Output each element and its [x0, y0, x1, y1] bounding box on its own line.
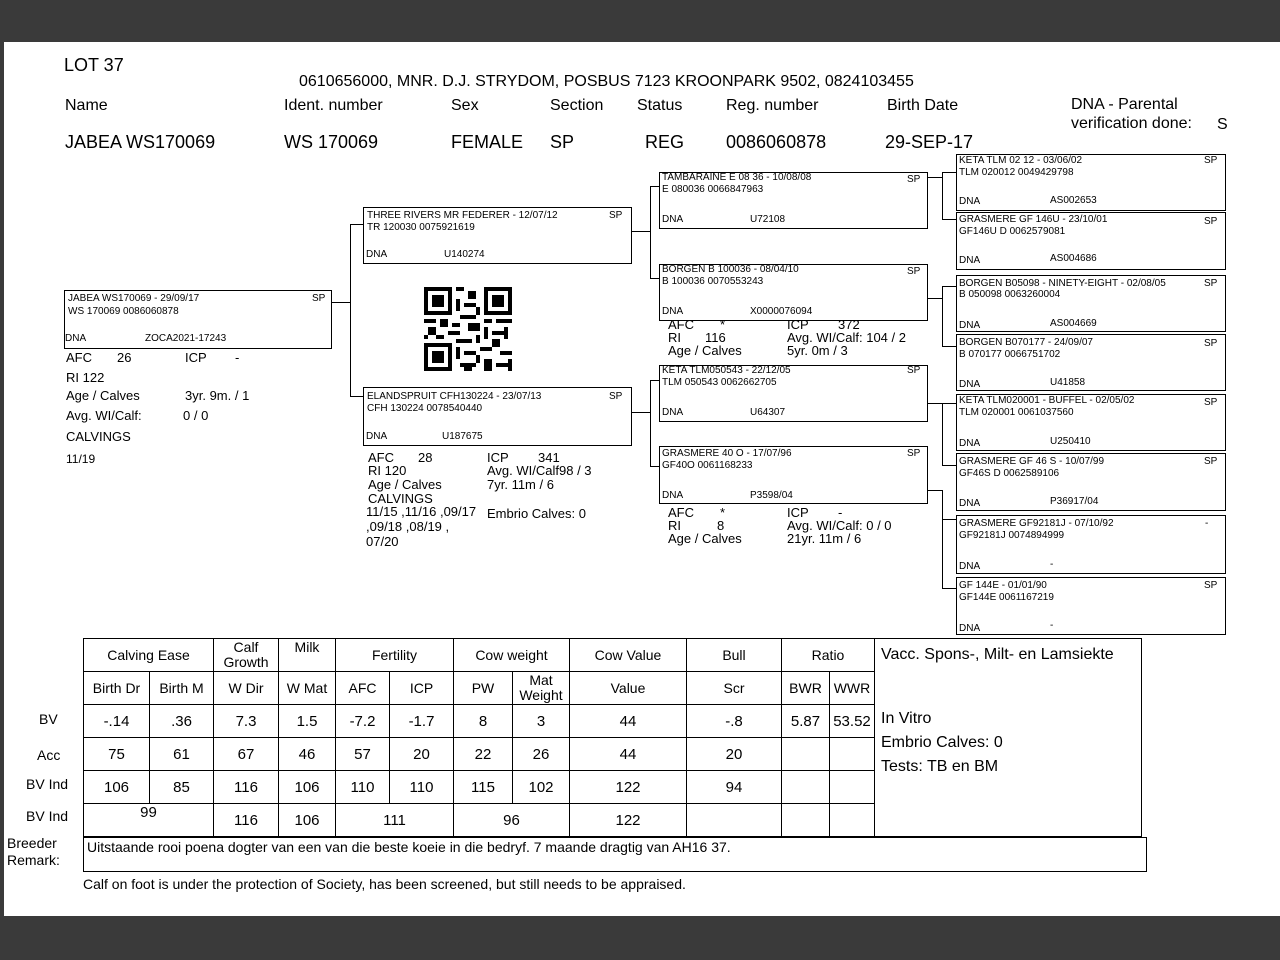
- subject-dna-code: ZOCA2021-17243: [145, 333, 227, 344]
- sub-pw: PW: [454, 672, 513, 705]
- bv-cell: 1.5: [279, 705, 336, 738]
- subject-ids: WS 170069 0086060878: [68, 306, 179, 317]
- dam-ri: RI 120: [368, 463, 407, 478]
- subject-afc-label: AFC: [66, 350, 92, 365]
- row-label-acc: Acc: [37, 747, 61, 763]
- subject-box: [64, 290, 332, 349]
- ggp6-dna-code: P36917/04: [1050, 496, 1099, 507]
- gp2-dna-code: X0000076094: [750, 306, 813, 317]
- bvind-cell: 85: [150, 771, 214, 804]
- ggp1-dna-code: AS002653: [1050, 195, 1097, 206]
- ggp7-dna-code: -: [1050, 559, 1054, 570]
- connector: [350, 224, 351, 396]
- gp1-sp: SP: [907, 174, 921, 185]
- bv-table: [83, 638, 1142, 837]
- header-dna-1: DNA - Parental: [1071, 96, 1178, 113]
- dam-calvings-3: 07/20: [366, 534, 399, 549]
- bvind-cell: 116: [214, 771, 279, 804]
- footnote: Calf on foot is under the protection of Society, has been screened, but still needs to be appraised.: [83, 876, 686, 892]
- dam-sp: SP: [609, 391, 623, 402]
- connector: [650, 380, 651, 466]
- sub-scr: Scr: [687, 672, 782, 705]
- subject-sp: SP: [312, 293, 326, 304]
- great-grandparent-box-6: [956, 453, 1226, 511]
- dam-age: 7yr. 11m / 6: [487, 477, 554, 492]
- connector: [927, 298, 943, 299]
- subject-wi-label: Avg. WI/Calf:: [66, 408, 142, 423]
- sire-dna-code: U140274: [444, 249, 485, 260]
- gp3-dna-code: U64307: [750, 407, 786, 418]
- bv-cell: .36: [150, 705, 214, 738]
- subject-ri: RI 122: [66, 370, 105, 385]
- group-cow-value: Cow Value: [570, 639, 687, 672]
- dam-calvings-1: 11/15 ,11/16 ,09/17: [366, 504, 477, 519]
- subject-calvings: 11/19: [66, 452, 96, 466]
- gp2-ids: B 100036 0070553243: [662, 276, 764, 287]
- subject-dna-label: DNA: [65, 333, 87, 344]
- sire-dna-label: DNA: [366, 249, 388, 260]
- acc-cell: 46: [279, 738, 336, 771]
- gp1-dna-label: DNA: [662, 214, 684, 225]
- connector: [650, 186, 651, 278]
- owner-info: 0610656000, MNR. D.J. STRYDOM, POSBUS 7123 KROONPARK 9502, 0824103455: [299, 73, 914, 90]
- bv-cell: 7.3: [214, 705, 279, 738]
- acc-cell: 26: [513, 738, 570, 771]
- qr-code: [424, 287, 512, 371]
- bvind-cell: [782, 771, 830, 804]
- gp4-icp: -: [838, 505, 843, 520]
- connector: [942, 490, 943, 588]
- ggp6-dna-label: DNA: [959, 498, 981, 509]
- bvind-cell: 122: [570, 771, 687, 804]
- header-ident: Ident. number: [284, 97, 383, 114]
- gp4-dna-code: P3598/04: [750, 490, 793, 501]
- connector: [942, 219, 956, 220]
- animal-section: SP: [550, 132, 575, 152]
- dam-dna-code: U187675: [442, 431, 483, 442]
- grandparent-box-2: [659, 264, 928, 321]
- gp3-dna-label: DNA: [662, 407, 684, 418]
- acc-cell: 20: [687, 738, 782, 771]
- sub-birth-dr: Birth Dr: [84, 672, 150, 705]
- bvind-cell: 106: [279, 771, 336, 804]
- ggp2-ids: GF146U D 0062579081: [959, 226, 1066, 237]
- bvind2-cell: [782, 804, 830, 837]
- gp2-icp: 372: [838, 317, 860, 332]
- subject-age: 3yr. 9m. / 1: [185, 388, 250, 403]
- dam-box: [363, 387, 632, 446]
- connector: [650, 380, 659, 381]
- group-milk: Milk: [279, 639, 336, 672]
- pedigree-page: [4, 42, 1280, 916]
- gp3-title: KETA TLM050543 - 22/12/05: [662, 365, 791, 376]
- ggp3-title: BORGEN B05098 - NINETY-EIGHT - 02/08/05: [959, 278, 1166, 289]
- bvind2-cell: [830, 804, 875, 837]
- dam-title: ELANDSPRUIT CFH130224 - 23/07/13: [367, 391, 542, 402]
- sub-w-dir: W Dir: [214, 672, 279, 705]
- gp4-age: 21yr. 11m / 6: [787, 531, 862, 546]
- bv-cell: -.8: [687, 705, 782, 738]
- dam-wi: Avg. WI/Calf98 / 3: [487, 463, 592, 478]
- gp2-age-label: Age / Calves: [668, 343, 742, 358]
- bvind-cell: 115: [454, 771, 513, 804]
- animal-sex: FEMALE: [451, 132, 524, 152]
- connector: [942, 286, 956, 287]
- dam-calvings-2: ,09/18 ,08/19 ,: [366, 519, 450, 534]
- ggp1-title: KETA TLM 02 12 - 03/06/02: [959, 155, 1083, 166]
- ggp8-sp: SP: [1204, 580, 1218, 591]
- animal-name: JABEA WS170069: [65, 132, 216, 152]
- group-calf-growth: Calf Growth: [214, 639, 279, 672]
- ggp8-dna-label: DNA: [959, 623, 981, 634]
- ggp5-dna-label: DNA: [959, 438, 981, 449]
- ggp2-title: GRASMERE GF 146U - 23/10/01: [959, 214, 1108, 225]
- header-reg: Reg. number: [726, 97, 819, 114]
- remark-box: [83, 837, 1147, 872]
- bvind2-cell: 106: [279, 804, 336, 837]
- sub-icp: ICP: [390, 672, 454, 705]
- ggp4-dna-label: DNA: [959, 379, 981, 390]
- gp2-age: 5yr. 0m / 3: [787, 343, 848, 358]
- acc-cell: 20: [390, 738, 454, 771]
- header-sex: Sex: [451, 97, 479, 114]
- row-label-bv: BV: [39, 711, 58, 727]
- connector: [942, 403, 956, 404]
- header-dna-2: verification done:: [1071, 115, 1192, 132]
- connector: [942, 519, 956, 520]
- connector: [650, 278, 659, 279]
- sub-mat-weight: Mat Weight: [513, 672, 570, 705]
- gp4-dna-label: DNA: [662, 490, 684, 501]
- side-embrio: Embrio Calves: 0: [881, 734, 1003, 751]
- grandparent-box-3: [659, 365, 928, 422]
- dam-dna-label: DNA: [366, 431, 388, 442]
- ggp7-ids: GF92181J 0074894999: [959, 530, 1065, 541]
- dam-embrio: Embrio Calves: 0: [487, 506, 586, 521]
- connector: [942, 172, 943, 219]
- acc-cell: 57: [336, 738, 390, 771]
- acc-cell: [782, 738, 830, 771]
- connector: [927, 177, 943, 178]
- bvind2-cell: 116: [214, 804, 279, 837]
- great-grandparent-box-8: [956, 577, 1226, 635]
- dam-afc: 28: [418, 450, 433, 465]
- connector: [331, 302, 351, 303]
- ggp4-title: BORGEN B070177 - 24/09/07: [959, 337, 1093, 348]
- bvind2-cell: 96: [454, 804, 570, 837]
- animal-dna-verified: S: [1217, 116, 1228, 133]
- animal-birth: 29-SEP-17: [885, 132, 974, 152]
- animal-ident: WS 170069: [284, 132, 379, 152]
- bvind2-cell: 122: [570, 804, 687, 837]
- ggp2-dna-label: DNA: [959, 255, 981, 266]
- subject-age-label: Age / Calves: [66, 388, 140, 403]
- sub-wwr: WWR: [830, 672, 875, 705]
- bv-cell: 3: [513, 705, 570, 738]
- ggp8-ids: GF144E 0061167219: [959, 592, 1054, 603]
- gp3-sp: SP: [907, 365, 921, 376]
- header-section: Section: [550, 97, 604, 114]
- gp4-age-label: Age / Calves: [668, 531, 742, 546]
- bv-cell: 5.87: [782, 705, 830, 738]
- gp4-title: GRASMERE 40 O - 17/07/96: [662, 448, 792, 459]
- breeder-remark: Uitstaande rooi poena dogter van een van die beste koeie in die bedryf. 7 maande dragtig van AH16 37.: [87, 839, 731, 855]
- gp2-wi: Avg. WI/Calf: 104 / 2: [787, 330, 906, 345]
- animal-reg: 0086060878: [726, 132, 827, 152]
- ggp1-dna-label: DNA: [959, 196, 981, 207]
- ggp4-dna-code: U41858: [1050, 377, 1086, 388]
- bvind2-cell: [687, 804, 782, 837]
- gp4-sp: SP: [907, 448, 921, 459]
- connector: [927, 403, 943, 404]
- acc-cell: 22: [454, 738, 513, 771]
- connector: [942, 403, 943, 465]
- ggp5-title: KETA TLM020001 - BUFFEL - 02/05/02: [959, 395, 1135, 406]
- sub-bwr: BWR: [782, 672, 830, 705]
- bvind-cell: 94: [687, 771, 782, 804]
- gp4-ri: RI: [668, 518, 681, 533]
- gp2-dna-label: DNA: [662, 306, 684, 317]
- connector: [350, 224, 363, 225]
- ggp8-title: GF 144E - 01/01/90: [959, 580, 1047, 591]
- gp2-afc: *: [720, 317, 726, 332]
- connector: [927, 490, 943, 491]
- header-status: Status: [637, 97, 683, 114]
- bv-cell: -1.7: [390, 705, 454, 738]
- bvind-cell: 102: [513, 771, 570, 804]
- ggp6-ids: GF46S D 0062589106: [959, 468, 1060, 479]
- ggp5-ids: TLM 020001 0061037560: [959, 407, 1074, 418]
- gp1-ids: E 080036 0066847963: [662, 184, 764, 195]
- connector: [631, 412, 651, 413]
- row-label-bvind-2: BV Ind: [26, 808, 69, 824]
- dam-afc-label: AFC: [368, 450, 394, 465]
- bvind2-cell: 99: [84, 804, 214, 837]
- ggp4-ids: B 070177 0066751702: [959, 349, 1061, 360]
- sub-value: Value: [570, 672, 687, 705]
- bvind-cell: 110: [336, 771, 390, 804]
- ggp3-dna-code: AS004669: [1050, 318, 1097, 329]
- connector: [650, 186, 659, 187]
- gp4-afc-label: AFC: [668, 505, 694, 520]
- ggp5-sp: SP: [1204, 397, 1218, 408]
- subject-icp: -: [235, 350, 240, 365]
- gp2-ri-value: 116: [705, 330, 726, 345]
- acc-cell: 44: [570, 738, 687, 771]
- ggp7-sp: -: [1205, 518, 1209, 529]
- bvind-cell: 106: [84, 771, 150, 804]
- sub-w-mat: W Mat: [279, 672, 336, 705]
- ggp3-dna-label: DNA: [959, 320, 981, 331]
- subject-afc: 26: [117, 350, 132, 365]
- connector: [942, 286, 943, 346]
- dam-icp: 341: [538, 450, 560, 465]
- ggp2-dna-code: AS004686: [1050, 253, 1097, 264]
- gp1-dna-code: U72108: [750, 214, 786, 225]
- group-calving-ease: Calving Ease: [84, 639, 214, 672]
- ggp7-dna-label: DNA: [959, 561, 981, 572]
- great-grandparent-box-3: [956, 275, 1226, 332]
- bvind-cell: [830, 771, 875, 804]
- remark-label: Remark:: [7, 852, 60, 868]
- connector: [942, 588, 956, 589]
- great-grandparent-box-4: [956, 334, 1226, 391]
- sire-box: [363, 207, 632, 264]
- gp2-icp-label: ICP: [787, 317, 809, 332]
- connector: [942, 172, 956, 173]
- header-birth: Birth Date: [887, 97, 959, 114]
- ggp8-dna-code: -: [1050, 620, 1054, 631]
- acc-cell: 67: [214, 738, 279, 771]
- grandparent-box-4: [659, 446, 928, 504]
- side-panel: [875, 639, 1142, 837]
- sub-birth-m: Birth M: [150, 672, 214, 705]
- bvind-cell: 110: [390, 771, 454, 804]
- great-grandparent-box-7: [956, 515, 1226, 574]
- ggp4-sp: SP: [1204, 338, 1218, 349]
- gp4-wi: Avg. WI/Calf: 0 / 0: [787, 518, 892, 533]
- great-grandparent-box-1: [956, 154, 1226, 211]
- gp4-icp-label: ICP: [787, 505, 809, 520]
- acc-cell: 75: [84, 738, 150, 771]
- group-ratio: Ratio: [782, 639, 875, 672]
- bv-cell: -7.2: [336, 705, 390, 738]
- sire-ids: TR 120030 0075921619: [367, 222, 475, 233]
- ggp3-sp: SP: [1204, 278, 1218, 289]
- dam-ids: CFH 130224 0078540440: [367, 403, 483, 414]
- connector: [631, 231, 651, 232]
- dam-icp-label: ICP: [487, 450, 509, 465]
- subject-calvings-label: CALVINGS: [66, 429, 131, 444]
- group-cow-weight: Cow weight: [454, 639, 570, 672]
- gp3-ids: TLM 050543 0062662705: [662, 377, 777, 388]
- gp2-sp: SP: [907, 266, 921, 277]
- sub-afc: AFC: [336, 672, 390, 705]
- sire-title: THREE RIVERS MR FEDERER - 12/07/12: [367, 210, 558, 221]
- gp1-title: TAMBARAINE E 08 36 - 10/08/08: [662, 172, 812, 183]
- ggp6-title: GRASMERE GF 46 S - 10/07/99: [959, 456, 1105, 467]
- bv-cell: 53.52: [830, 705, 875, 738]
- connector: [942, 465, 956, 466]
- connector: [942, 346, 956, 347]
- ggp3-ids: B 050098 0063260004: [959, 289, 1061, 300]
- header-name: Name: [65, 97, 108, 114]
- gp4-ri-value: 8: [717, 518, 725, 533]
- gp4-afc: *: [720, 505, 726, 520]
- acc-cell: 61: [150, 738, 214, 771]
- lot-number: LOT 37: [64, 55, 124, 75]
- ggp2-sp: SP: [1204, 216, 1218, 227]
- connector: [350, 396, 363, 397]
- gp2-ri: RI: [668, 330, 681, 345]
- ggp1-sp: SP: [1204, 155, 1218, 166]
- gp2-afc-label: AFC: [668, 317, 694, 332]
- acc-cell: [830, 738, 875, 771]
- ggp1-ids: TLM 020012 0049429798: [959, 167, 1074, 178]
- group-bull: Bull: [687, 639, 782, 672]
- breeder-label: Breeder: [7, 835, 57, 851]
- connector: [650, 466, 659, 467]
- group-fertility: Fertility: [336, 639, 454, 672]
- ggp7-title: GRASMERE GF92181J - 07/10/92: [959, 518, 1114, 529]
- row-label-bvind: BV Ind: [26, 776, 69, 792]
- subject-icp-label: ICP: [185, 350, 207, 365]
- bv-cell: 8: [454, 705, 513, 738]
- side-invitro: In Vitro: [881, 710, 932, 727]
- animal-status: REG: [645, 132, 685, 152]
- ggp6-sp: SP: [1204, 456, 1218, 467]
- gp4-ids: GF40O 0061168233: [662, 460, 753, 471]
- side-vacc: Vacc. Spons-, Milt- en Lamsiekte: [881, 646, 1114, 663]
- ggp5-dna-code: U250410: [1050, 436, 1091, 447]
- gp2-title: BORGEN B 100036 - 08/04/10: [662, 264, 799, 275]
- subject-wi: 0 / 0: [183, 408, 209, 423]
- bv-cell: -.14: [84, 705, 150, 738]
- subject-title: JABEA WS170069 - 29/09/17: [68, 293, 200, 304]
- bv-cell: 44: [570, 705, 687, 738]
- dam-calvings-label: CALVINGS: [368, 491, 433, 506]
- grandparent-box-1: [659, 172, 928, 229]
- great-grandparent-box-2: [956, 212, 1226, 270]
- great-grandparent-box-5: [956, 394, 1226, 451]
- bvind2-cell: 111: [336, 804, 454, 837]
- side-tests: Tests: TB en BM: [881, 758, 999, 775]
- sire-sp: SP: [609, 210, 623, 221]
- dam-age-label: Age / Calves: [368, 477, 442, 492]
